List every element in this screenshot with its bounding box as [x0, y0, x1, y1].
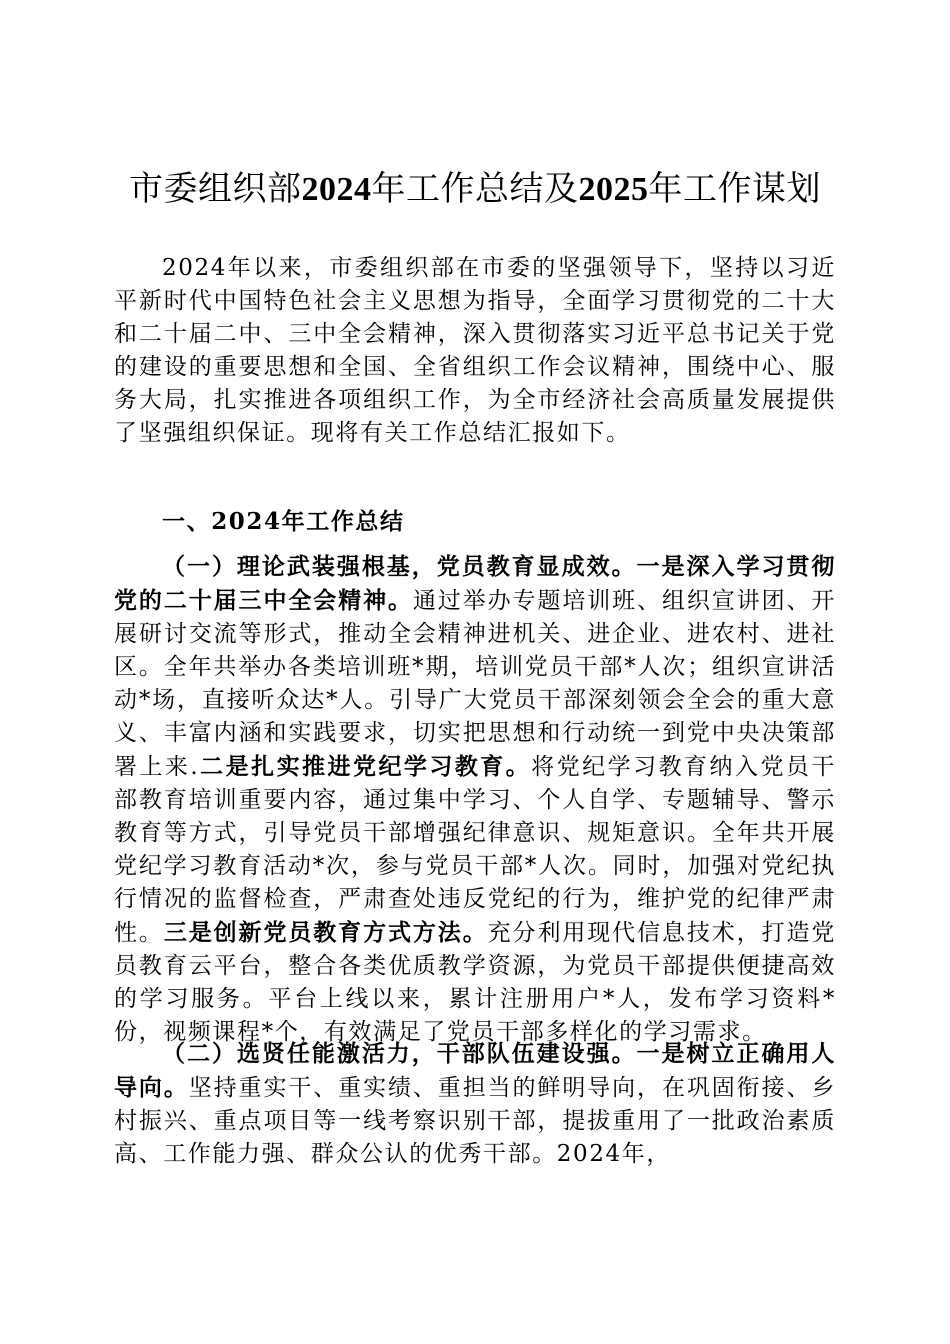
subsection-paragraph-1	[114, 550, 836, 1049]
body-text: 坚持重实干、重实绩、重担当的鲜明导向，在巩固衔接、乡村振兴、重点项目等一线考察识别干部，提拔重用了一批政治素质高、工作能力强、群众公认的优秀干部。2024年，	[114, 1075, 836, 1167]
title-year: 2025	[578, 171, 649, 208]
section-heading: 一、2024年工作总结	[162, 508, 405, 535]
subsection-paragraph-2	[114, 1037, 836, 1171]
body-text: 将党纪学习教育纳入党员干部教育培训重要内容，通过集中学习、个人自学、专题辅导、警示教育等方式，引导党员干部增强纪律意识、规矩意识。全年共开展党纪学习教育活动*次，参与党员干部*人次。同时，加强对党纪执行情况的监督检查，严肃查处违反党纪的行为，维护党的纪律严肃性。	[114, 754, 836, 946]
point-heading: 三是创新党员教育方式方法。	[163, 919, 488, 946]
subsection-lead: （一）理论武装强根基，党员教育显成效。一是深入学习贯彻党的二十届三中全会精神。	[114, 553, 836, 614]
subsection-lead: （二）选贤任能激活力，干部队伍建设强。一是树立正确用人导向。	[114, 1040, 836, 1101]
point-heading: 二是扎实推进党纪学习教育。	[199, 753, 532, 780]
title-part: 年工作谋划	[648, 169, 821, 209]
intro-paragraph: 2024年以来，市委组织部在市委的坚强领导下，坚持以习近平新时代中国特色社会主义思想为指导，全面学习贯彻党的二十大和二十届二中、三中全会精神，深入贯彻落实习近平总书记关于党的建设的重要思想和全国、全省组织工作会议精神，围绕中心、服务大局，扎实推进各项组织工作，为全市经济社会高质量发展提供了坚强组织保证。现将有关工作总结汇报如下。	[114, 255, 836, 446]
title-year: 2024	[301, 171, 372, 208]
document-title	[112, 166, 838, 213]
body-text: 通过举办专题培训班、组织宣讲团、开展研讨交流等形式，推动全会精神进机关、进企业、进农村、进社区。全年共举办各类培训班*期，培训党员干部*人次；组织宣讲活动*场，直接听众达*人。引导广大党员干部深刻领会全会的重大意义、丰富内涵和实践要求，切实把思想和行动统一到党中央决策部署上来.	[114, 588, 837, 780]
title-part: 年工作总结及	[371, 169, 579, 209]
body-text: 充分利用现代信息技术，打造党员教育云平台，整合各类优质教学资源，为党员干部提供便捷高效的学习服务。平台上线以来，累计注册用户*人，发布学习资料*份，视频课程*个，有效满足了党员干部多样化的学习需求。	[114, 920, 837, 1045]
title-part: 市委组织部	[129, 169, 302, 209]
